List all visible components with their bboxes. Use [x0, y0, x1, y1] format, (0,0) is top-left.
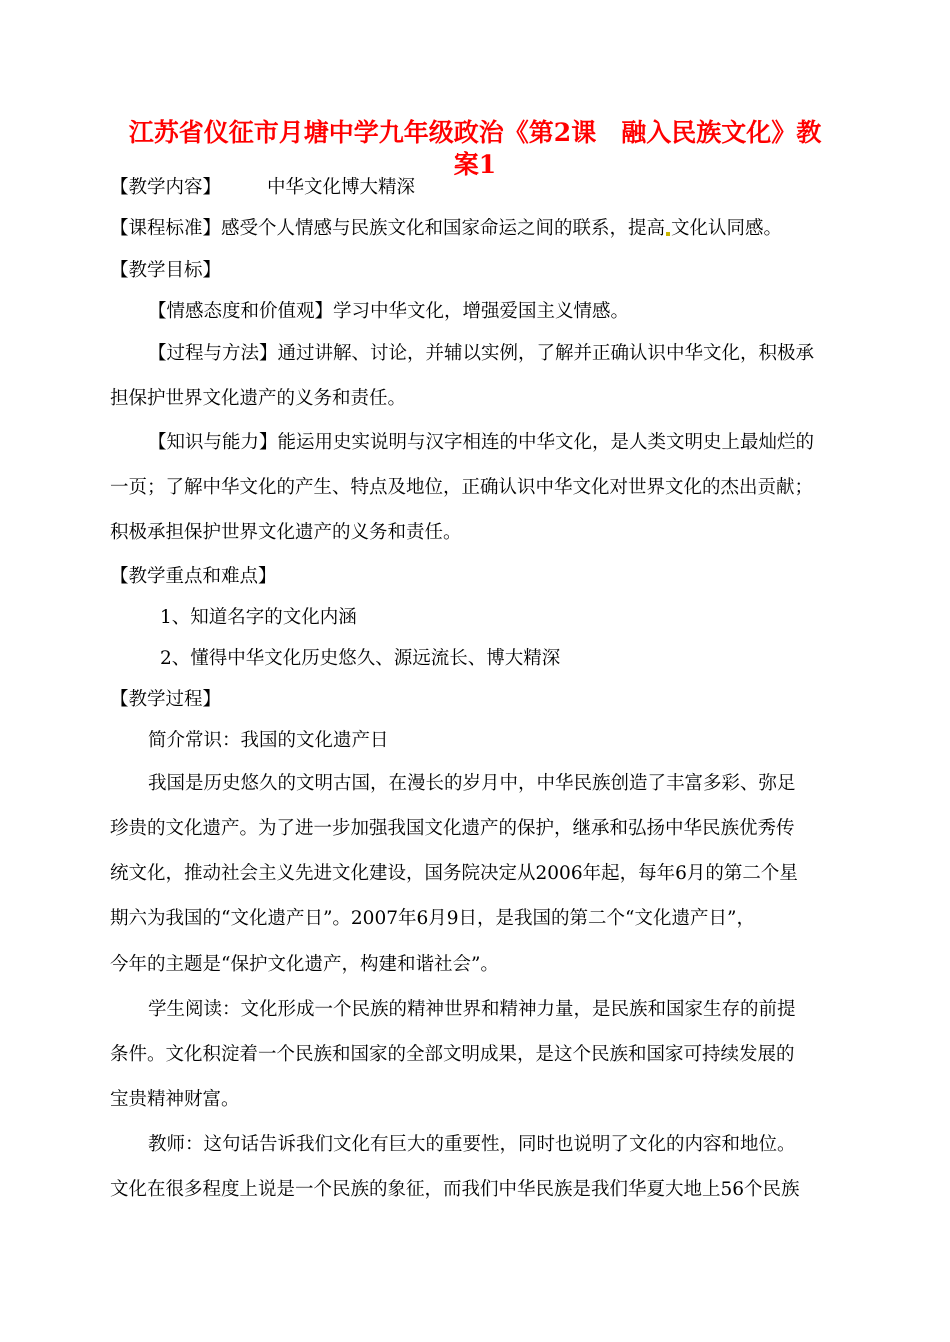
para1-line-1: 我国是历史悠久的文明古国，在漫长的岁月中，中华民族创造了丰富多彩、弥足: [148, 773, 796, 794]
para3-line-2: 文化在很多程度上说是一个民族的象征，而我们中华民族是我们华夏大地上56个民族: [110, 1179, 800, 1200]
teaching-content-value: 中华文化博大精深: [267, 177, 416, 198]
curriculum-standard-text-a: 【课程标准】感受个人情感与民族文化和国家命运之间的联系，提高: [110, 218, 666, 239]
key-points-heading: 【教学重点和难点】: [110, 566, 277, 587]
key-point-2: 2、懂得中华文化历史悠久、源远流长、博大精深: [160, 648, 561, 669]
teaching-content-label: 【教学内容】: [110, 177, 222, 198]
highlight-marker: [666, 232, 670, 236]
curriculum-standard-text-b: 文化认同感。: [671, 218, 783, 239]
goal-knowledge-line-2: 一页；了解中华文化的产生、特点及地位，正确认识中华文化对世界文化的杰出贡献；: [110, 477, 814, 498]
document-title-line-1: 江苏省仪征市月塘中学九年级政治《第2课 融入民族文化》教: [128, 118, 822, 147]
goals-heading: 【教学目标】: [110, 260, 222, 281]
goal-emotion: 【情感态度和价值观】学习中华文化，增强爱国主义情感。: [148, 301, 630, 322]
key-point-1: 1、知道名字的文化内涵: [160, 607, 357, 628]
goal-knowledge-line-3: 积极承担保护世界文化遗产的义务和责任。: [110, 522, 462, 543]
goal-process-line-1: 【过程与方法】通过讲解、讨论，并辅以实例，了解并正确认识中华文化，积极承: [148, 343, 815, 364]
para1-line-4: 期六为我国的“文化遗产日”。2007年6月9日，是我国的第二个“文化遗产日”，: [110, 908, 755, 929]
para2-line-2: 条件。文化积淀着一个民族和国家的全部文明成果，是这个民族和国家可持续发展的: [110, 1044, 795, 1065]
para3-line-1: 教师：这句话告诉我们文化有巨大的重要性，同时也说明了文化的内容和地位。: [148, 1134, 796, 1155]
para1-line-3: 统文化，推动社会主义先进文化建设，国务院决定从2006年起，每年6月的第二个星: [110, 863, 798, 884]
goal-process-line-2: 担保护世界文化遗产的义务和责任。: [110, 388, 407, 409]
document-title-line-2: 案1: [453, 150, 497, 179]
teaching-content-row: [110, 176, 415, 200]
para2-line-3: 宝贵精神财富。: [110, 1089, 240, 1110]
goal-knowledge-line-1: 【知识与能力】能运用史实说明与汉字相连的中华文化，是人类文明史上最灿烂的: [148, 432, 815, 453]
para2-line-1: 学生阅读：文化形成一个民族的精神世界和精神力量，是民族和国家生存的前提: [148, 999, 796, 1020]
para1-line-5: 今年的主题是“保护文化遗产，构建和谐社会”。: [110, 954, 499, 975]
curriculum-standard: [110, 217, 782, 241]
intro-heading: 简介常识：我国的文化遗产日: [148, 730, 389, 751]
process-heading: 【教学过程】: [110, 689, 222, 710]
para1-line-2: 珍贵的文化遗产。为了进一步加强我国文化遗产的保护，继承和弘扬中华民族优秀传: [110, 818, 795, 839]
